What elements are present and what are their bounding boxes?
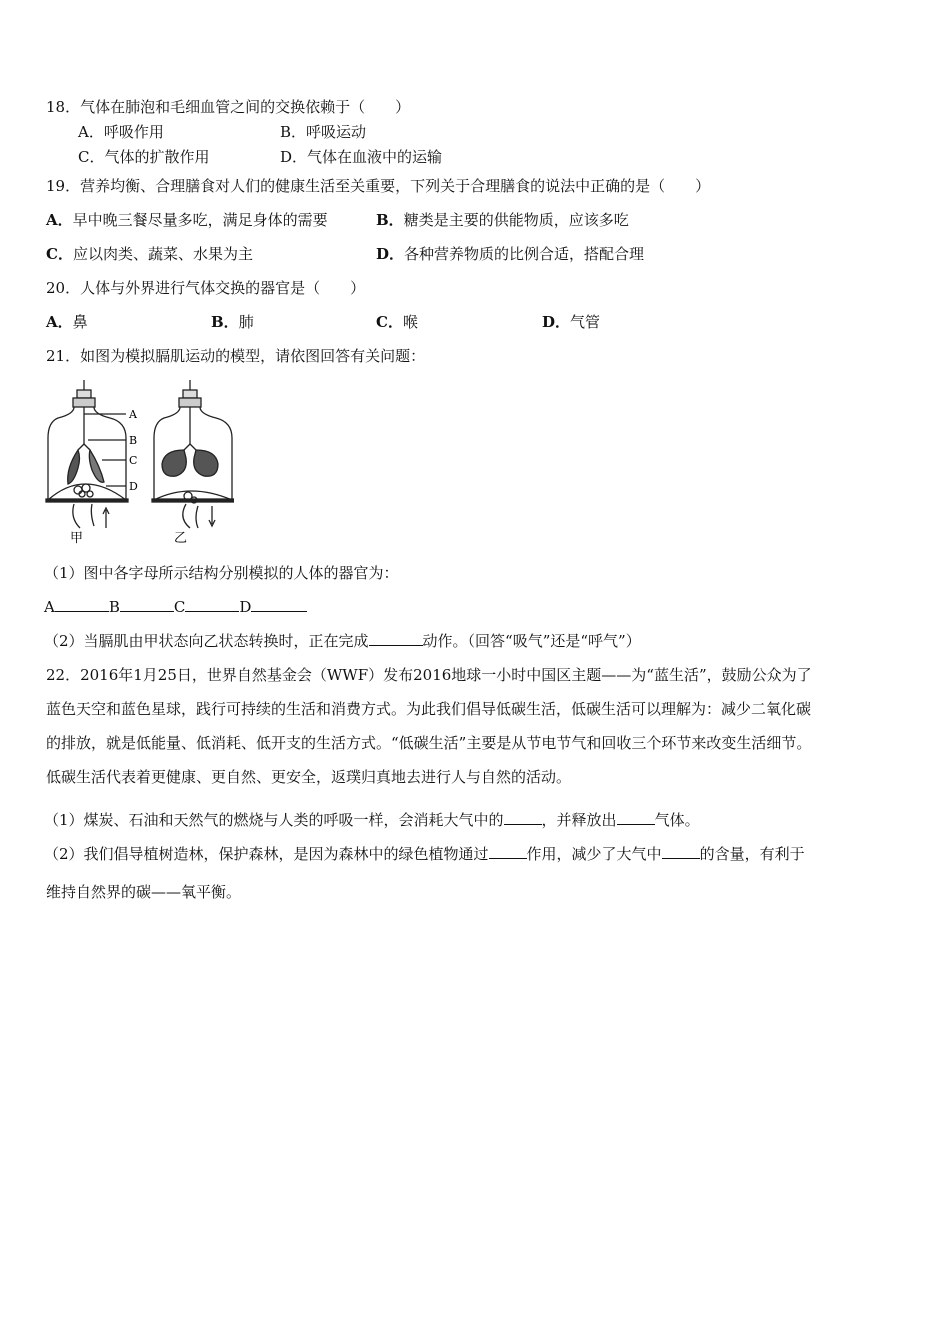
option-label: C．	[376, 313, 403, 331]
q22-sub1-text-a: （1）煤炭、石油和天然气的燃烧与人类的呼吸一样，会消耗大气中的	[44, 811, 504, 829]
option-text: 气管	[570, 313, 601, 331]
answer-blank-action[interactable]	[369, 631, 423, 646]
option-text: 气体在血液中的运输	[307, 148, 443, 166]
label-d: D	[129, 480, 138, 493]
option-text: 呼吸作用	[103, 123, 164, 141]
answer-blank-consumed-gas[interactable]	[504, 810, 542, 825]
q22-sub2-text-b: 作用，减少了大气中	[526, 845, 662, 863]
q21-blanks	[44, 597, 307, 617]
option-label: C．	[46, 245, 73, 263]
option-label: B．	[211, 313, 239, 331]
answer-blank-released-gas[interactable]	[617, 810, 655, 825]
q22-para-line-2: 蓝色天空和蓝色星球，践行可持续的生活和消费方式。为此我们倡导低碳生活，低碳生活可以理解为：减少二氧化碳	[46, 700, 812, 718]
q18-stem: 18．气体在肺泡和毛细血管之间的交换依赖于（ ）	[46, 98, 411, 116]
caption-yi: 乙	[174, 531, 188, 546]
q22-sub1	[44, 810, 700, 830]
q19-stem: 19．营养均衡、合理膳食对人们的健康生活至关重要，下列关于合理膳食的说法中正确的是（ ）	[46, 177, 711, 195]
option-label: D．	[542, 313, 571, 331]
option-text: 早中晚三餐尽量多吃，满足身体的需要	[72, 211, 328, 229]
option-text: 糖类是主要的供能物质，应该多吃	[403, 211, 629, 229]
q19-option-d	[376, 244, 644, 264]
q22-para-line-1: 22．2016年1月25日，世界自然基金会（WWF）发布2016地球一小时中国区主题——为“蓝生活”，鼓励公众为了	[46, 666, 812, 684]
q22-sub2-text-a: （2）我们倡导植树造林，保护森林，是因为森林中的绿色植物通过	[44, 845, 489, 863]
q22-sub2	[44, 844, 805, 864]
q21-sub2	[44, 631, 641, 651]
q18-option-b	[280, 122, 366, 142]
q21-sub1: （1）图中各字母所示结构分别模拟的人体的器官为：	[44, 564, 399, 582]
blank-label-d: D	[239, 598, 252, 616]
option-text: 鼻	[72, 313, 88, 331]
option-text: 气体的扩散作用	[104, 148, 210, 166]
q22-para-line-4: 低碳生活代表着更健康、更自然、更安全，返璞归真地去进行人与自然的活动。	[46, 768, 572, 786]
q19-option-c	[46, 244, 253, 264]
option-text: 喉	[402, 313, 418, 331]
q20-option-a	[46, 312, 88, 332]
q21-sub2-text-before: （2）当膈肌由甲状态向乙状态转换时，正在完成	[44, 632, 369, 650]
label-c: C	[129, 454, 138, 467]
option-label: C．	[78, 148, 105, 166]
bell-jar-jia	[46, 380, 128, 528]
q22-sub1-text-b: ，并释放出	[541, 811, 617, 829]
option-label: B．	[280, 123, 307, 141]
option-label: A．	[78, 123, 104, 141]
q21-sub2-text-after: 动作。（回答“吸气”还是“呼气”）	[422, 632, 641, 650]
q18-option-d	[280, 147, 442, 167]
q21-stem: 21．如图为模拟膈肌运动的模型，请依图回答有关问题：	[46, 347, 426, 365]
q22-para-line-3: 的排放，就是低能量、低消耗、低开支的生活方式。“低碳生活”主要是从节电节气和回收三个环节来改变生活细节。	[46, 734, 812, 752]
q20-option-c	[376, 312, 418, 332]
q22-sub2-cont: 维持自然界的碳——氧平衡。	[46, 883, 242, 901]
option-label: A．	[46, 313, 73, 331]
answer-blank-c[interactable]	[185, 597, 239, 612]
option-text: 各种营养物质的比例合适，搭配合理	[404, 245, 645, 263]
answer-blank-process[interactable]	[489, 844, 527, 859]
option-text: 应以肉类、蔬菜、水果为主	[72, 245, 253, 263]
q19-option-b	[376, 210, 629, 230]
option-label: A．	[46, 211, 73, 229]
label-a: A	[129, 408, 137, 421]
option-text: 呼吸运动	[306, 123, 367, 141]
option-label: D．	[376, 245, 405, 263]
q20-stem: 20．人体与外界进行气体交换的器官是（ ）	[46, 279, 366, 297]
bell-jar-yi	[152, 380, 234, 528]
q19-option-a	[46, 210, 328, 230]
answer-blank-d[interactable]	[251, 597, 307, 612]
q18-option-c	[78, 147, 210, 167]
q20-option-d	[542, 312, 600, 332]
answer-blank-b[interactable]	[120, 597, 174, 612]
blank-label-b: B	[108, 598, 120, 616]
option-label: D．	[280, 148, 308, 166]
answer-blank-a[interactable]	[55, 597, 109, 612]
bell-jar-diagram	[44, 378, 234, 546]
option-label: B．	[376, 211, 404, 229]
blank-label-a: A	[44, 598, 55, 616]
blank-label-c: C	[173, 598, 186, 616]
diaphragm-model-figure	[44, 378, 234, 546]
option-text: 肺	[238, 313, 254, 331]
q22-sub2-text-c: 的含量，有利于	[699, 845, 805, 863]
caption-jia: 甲	[70, 531, 84, 546]
q22-sub1-text-c: 气体。	[654, 811, 700, 829]
q20-option-b	[211, 312, 254, 332]
q18-option-a	[78, 122, 164, 142]
label-b: B	[129, 434, 138, 447]
answer-blank-reduced-gas[interactable]	[662, 844, 700, 859]
